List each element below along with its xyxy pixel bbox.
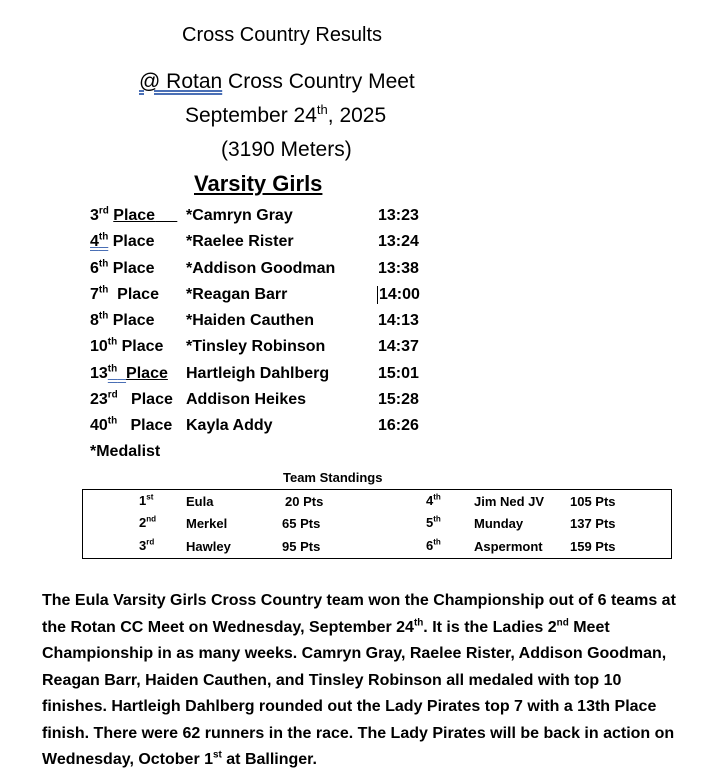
standing-team: Eula bbox=[186, 494, 214, 509]
result-place: 23rd Place bbox=[90, 389, 173, 408]
result-time: 16:26 bbox=[378, 417, 419, 434]
result-time: 14:00 bbox=[379, 286, 420, 303]
result-place: 8th Place bbox=[90, 310, 155, 329]
result-time: 15:28 bbox=[378, 391, 419, 408]
standing-team: Merkel bbox=[186, 516, 228, 531]
result-time: 13:23 bbox=[378, 207, 419, 224]
standing-team: Jim Ned JV bbox=[474, 494, 545, 509]
team-standings-table bbox=[82, 489, 672, 559]
result-name: *Camryn Gray bbox=[186, 207, 293, 224]
meet-date: September 24th, 2025 bbox=[185, 102, 387, 127]
meet-name: @ Rotan Cross Country Meet bbox=[139, 70, 415, 93]
standing-points: 95 Pts bbox=[282, 539, 321, 554]
page-title: Cross Country Results bbox=[182, 24, 383, 46]
result-name: Hartleigh Dahlberg bbox=[186, 365, 330, 382]
standing-team: Hawley bbox=[186, 539, 231, 554]
result-place: 3rd Place bbox=[90, 205, 156, 224]
result-place: 6th Place bbox=[90, 258, 155, 277]
standing-points: 20 Pts bbox=[285, 494, 324, 509]
standing-place: 4th bbox=[426, 492, 441, 508]
result-place: 7th Place bbox=[90, 284, 159, 303]
meet-location: @ Rotan bbox=[139, 70, 223, 93]
result-time: 13:38 bbox=[378, 260, 419, 277]
result-name: Addison Heikes bbox=[186, 391, 307, 408]
standing-points: 65 Pts bbox=[282, 516, 321, 531]
section-title: Varsity Girls bbox=[194, 171, 323, 196]
result-time: 14:13 bbox=[378, 312, 419, 329]
standing-points: 137 Pts bbox=[570, 516, 616, 531]
standing-points: 159 Pts bbox=[570, 539, 616, 554]
standing-place: 6th bbox=[426, 537, 441, 553]
standing-place: 5th bbox=[426, 514, 441, 530]
result-name: Kayla Addy bbox=[186, 417, 273, 434]
standing-place: 3rd bbox=[139, 537, 155, 553]
standing-points: 105 Pts bbox=[570, 494, 616, 509]
standing-team: Munday bbox=[474, 516, 524, 531]
result-place: 4th Place bbox=[90, 231, 155, 250]
team-standings-title: Team Standings bbox=[283, 470, 383, 485]
result-time: 13:24 bbox=[378, 233, 419, 250]
result-name: *Raelee Rister bbox=[186, 233, 294, 250]
result-place: 10th Place bbox=[90, 336, 164, 355]
result-time: 15:01 bbox=[378, 365, 419, 382]
medalist-note: *Medalist bbox=[90, 443, 161, 460]
summary-paragraph: The Eula Varsity Girls Cross Country team won the Championship out of 6 teams at the Rotan CC Meet on Wednesday, September 24th. It is the Ladies 2nd Meet Championship in as many weeks. Camryn Gray, Raelee Rister, Addison Goodman, Reagan Barr, Haiden Cauthen, and Tinsley Robinson all medaled with top 10 finishes. Hartleigh Dahlberg rounded out the Lady Pirates top 7 with a 13th Place finish. There were 62 runners in the race. The Lady Pirates will be back in action on Wednesday, October 1st at Ballinger. bbox=[42, 592, 676, 768]
result-name: *Haiden Cauthen bbox=[186, 312, 315, 329]
result-place: 40th Place bbox=[90, 415, 173, 434]
result-name: *Reagan Barr bbox=[186, 286, 288, 303]
result-time: 14:37 bbox=[378, 338, 419, 355]
standing-place: 2nd bbox=[139, 514, 157, 530]
result-name: *Addison Goodman bbox=[186, 260, 336, 277]
meet-distance: (3190 Meters) bbox=[221, 138, 352, 161]
result-name: *Tinsley Robinson bbox=[186, 338, 326, 355]
result-place: 13th Place bbox=[90, 363, 168, 382]
standing-team: Aspermont bbox=[474, 539, 543, 554]
standing-place: 1st bbox=[139, 492, 154, 508]
